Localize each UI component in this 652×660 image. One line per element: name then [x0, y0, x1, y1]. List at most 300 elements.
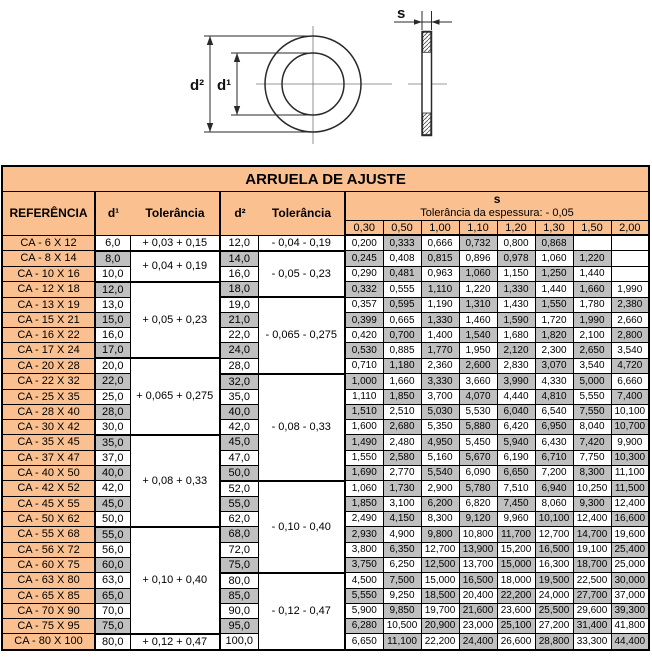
thickness-value-cell: 1,430 [497, 297, 535, 313]
d1-value-cell: 45,0 [95, 496, 130, 511]
table-title: ARRUELA DE AJUSTE [2, 166, 649, 192]
d1-value-cell: 56,0 [95, 542, 130, 557]
d2-value-cell: 42,0 [220, 419, 258, 435]
thickness-col-header: 1,20 [497, 221, 535, 236]
thickness-value-cell: 6,420 [497, 419, 535, 435]
thickness-value-cell: 27,200 [535, 618, 573, 634]
d2-value-cell: 72,0 [220, 542, 258, 557]
reference-cell: CA - 17 X 24 [2, 343, 95, 359]
thickness-value-cell: 24,400 [459, 634, 497, 650]
thickness-value-cell: 4,150 [383, 511, 421, 527]
d2-value-cell: 100,0 [220, 634, 258, 650]
thickness-value-cell: 20,900 [421, 618, 459, 634]
thickness-col-header: 2,00 [611, 221, 649, 236]
thickness-value-cell: 1,820 [535, 328, 573, 343]
thickness-value-cell: 11,100 [383, 634, 421, 650]
d2-tolerance-cell: - 0,08 - 0,33 [258, 374, 345, 481]
thickness-value-cell: 5,000 [573, 374, 611, 390]
thickness-value-cell: 0,710 [345, 358, 383, 374]
thickness-value-cell: 3,660 [459, 374, 497, 390]
d2-tolerance-cell: - 0,10 - 0,40 [258, 481, 345, 573]
thickness-value-cell: 22,500 [573, 573, 611, 589]
thickness-value-cell: 4,900 [383, 527, 421, 543]
thickness-value-cell: 11,500 [611, 481, 649, 497]
d2-value-cell: 16,0 [220, 266, 258, 282]
table-row [2, 374, 649, 390]
thickness-value-cell: 13,700 [459, 557, 497, 573]
thickness-value-cell: 3,750 [345, 557, 383, 573]
d1-value-cell: 15,0 [95, 313, 130, 328]
thickness-value-cell: 25,500 [535, 603, 573, 618]
d1-label: d¹ [217, 77, 232, 94]
thickness-value-cell: 5,880 [459, 419, 497, 435]
thickness-value-cell: 18,000 [497, 573, 535, 589]
d1-value-cell: 6,0 [95, 235, 130, 251]
thickness-value-cell: 7,200 [535, 465, 573, 481]
reference-cell: CA - 22 X 32 [2, 374, 95, 390]
thickness-value-cell: 2,480 [383, 435, 421, 451]
thickness-value-cell: 0,595 [383, 297, 421, 313]
d1-tolerance-cell: + 0,065 + 0,275 [130, 358, 220, 435]
thickness-value-cell: 5,350 [421, 419, 459, 435]
thickness-value-cell: 0,700 [383, 328, 421, 343]
thickness-value-cell [611, 251, 649, 267]
thickness-value-cell: 30,000 [611, 573, 649, 589]
thickness-value-cell: 9,900 [611, 435, 649, 451]
d1-value-cell: 50,0 [95, 511, 130, 527]
column-header-tolerancia-d2: Tolerância [271, 206, 332, 221]
thickness-value-cell: 0,885 [383, 343, 421, 359]
table-row [2, 297, 649, 313]
thickness-col-header: 0,30 [345, 221, 383, 236]
thickness-value-cell: 20,400 [459, 588, 497, 603]
thickness-value-cell: 1,490 [345, 435, 383, 451]
thickness-col-header: 1,30 [535, 221, 573, 236]
thickness-value-cell: 1,720 [535, 313, 573, 328]
reference-cell: CA - 70 X 90 [2, 603, 95, 618]
d2-label: d² [190, 77, 205, 94]
thickness-value-cell: 31,400 [573, 618, 611, 634]
thickness-value-cell: 1,000 [345, 374, 383, 390]
reference-cell: CA - 12 X 18 [2, 282, 95, 298]
thickness-value-cell: 1,950 [459, 343, 497, 359]
d2-value-cell: 19,0 [220, 297, 258, 313]
thickness-value-cell: 6,250 [383, 557, 421, 573]
thickness-value-cell: 0,420 [345, 328, 383, 343]
d2-value-cell: 55,0 [220, 496, 258, 511]
d2-value-cell: 22,0 [220, 328, 258, 343]
d1-value-cell: 25,0 [95, 389, 130, 404]
thickness-value-cell: 5,160 [421, 450, 459, 465]
thickness-value-cell: 1,150 [497, 266, 535, 282]
d2-value-cell: 85,0 [220, 588, 258, 603]
thickness-value-cell: 15,200 [497, 542, 535, 557]
hatch-bottom [423, 113, 431, 135]
thickness-value-cell: 1,690 [345, 465, 383, 481]
thickness-value-cell: 1,110 [421, 282, 459, 298]
thickness-value-cell: 2,600 [459, 358, 497, 374]
thickness-value-cell: 6,650 [497, 465, 535, 481]
thickness-value-cell: 10,100 [611, 404, 649, 419]
thickness-value-cell: 2,680 [383, 419, 421, 435]
thickness-value-cell: 6,090 [459, 465, 497, 481]
thickness-value-cell: 6,940 [535, 481, 573, 497]
thickness-value-cell: 29,600 [573, 603, 611, 618]
thickness-value-cell: 1,600 [345, 419, 383, 435]
thickness-value-cell: 1,330 [421, 313, 459, 328]
thickness-value-cell: 18,700 [573, 557, 611, 573]
thickness-value-cell: 21,600 [459, 603, 497, 618]
reference-cell: CA - 15 X 21 [2, 313, 95, 328]
thickness-value-cell: 1,400 [421, 328, 459, 343]
thickness-value-cell: 1,440 [573, 266, 611, 282]
thickness-value-cell: 10,700 [611, 419, 649, 435]
thickness-value-cell: 1,060 [535, 251, 573, 267]
column-header-referencia: REFERÊNCIA [2, 192, 95, 236]
arruela-de-ajuste-table [1, 165, 650, 651]
d1-tolerance-cell: + 0,08 + 0,33 [130, 435, 220, 527]
thickness-value-cell: 0,530 [345, 343, 383, 359]
d1-value-cell: 17,0 [95, 343, 130, 359]
thickness-value-cell: 3,330 [421, 374, 459, 390]
reference-cell: CA - 13 X 19 [2, 297, 95, 313]
d1-value-cell: 12,0 [95, 282, 130, 298]
reference-cell: CA - 80 X 100 [2, 634, 95, 650]
thickness-value-cell: 6,190 [497, 450, 535, 465]
d1-value-cell: 60,0 [95, 557, 130, 573]
thickness-value-cell: 6,660 [611, 374, 649, 390]
thickness-value-cell: 2,360 [421, 358, 459, 374]
d1-value-cell: 8,0 [95, 251, 130, 267]
table-row [2, 235, 649, 251]
thickness-value-cell: 25,400 [611, 542, 649, 557]
d1-value-cell: 65,0 [95, 588, 130, 603]
thickness-value-cell: 0,481 [383, 266, 421, 282]
reference-cell: CA - 42 X 52 [2, 481, 95, 497]
thickness-value-cell [573, 235, 611, 251]
thickness-value-cell: 39,300 [611, 603, 649, 618]
thickness-value-cell: 10,100 [535, 511, 573, 527]
thickness-value-cell: 0,290 [345, 266, 383, 282]
thickness-value-cell: 4,330 [535, 374, 573, 390]
reference-cell: CA - 20 X 28 [2, 358, 95, 374]
thickness-value-cell: 0,815 [421, 251, 459, 267]
thickness-value-cell: 0,665 [383, 313, 421, 328]
thickness-value-cell: 28,800 [535, 634, 573, 650]
thickness-value-cell: 27,700 [573, 588, 611, 603]
thickness-value-cell: 3,540 [611, 343, 649, 359]
thickness-value-cell: 7,450 [497, 496, 535, 511]
thickness-value-cell: 4,070 [459, 389, 497, 404]
d2-value-cell: 45,0 [220, 435, 258, 451]
thickness-value-cell: 6,650 [345, 634, 383, 650]
s-header-letter: s [493, 192, 501, 206]
table-row [2, 573, 649, 589]
thickness-value-cell: 1,780 [573, 297, 611, 313]
thickness-value-cell: 6,540 [535, 404, 573, 419]
thickness-value-cell: 1,220 [459, 282, 497, 298]
thickness-value-cell: 16,500 [459, 573, 497, 589]
thickness-value-cell: 1,180 [383, 358, 421, 374]
d1-value-cell: 22,0 [95, 374, 130, 390]
thickness-value-cell: 14,700 [573, 527, 611, 543]
thickness-value-cell: 0,978 [497, 251, 535, 267]
thickness-value-cell: 5,550 [345, 588, 383, 603]
thickness-value-cell: 6,820 [459, 496, 497, 511]
d1-value-cell: 30,0 [95, 419, 130, 435]
d1-arrow-top [234, 53, 240, 62]
thickness-value-cell: 44,400 [611, 634, 649, 650]
column-header-d1-tolerancia [95, 192, 220, 236]
thickness-value-cell: 10,300 [611, 450, 649, 465]
thickness-value-cell: 18,500 [421, 588, 459, 603]
thickness-value-cell: 6,430 [535, 435, 573, 451]
column-header-tolerancia-d1: Tolerância [145, 206, 205, 221]
thickness-value-cell: 5,530 [459, 404, 497, 419]
thickness-value-cell: 1,850 [383, 389, 421, 404]
thickness-value-cell: 0,963 [421, 266, 459, 282]
thickness-value-cell: 11,100 [611, 465, 649, 481]
column-header-d2-tolerancia [220, 192, 345, 236]
thickness-value-cell: 6,200 [421, 496, 459, 511]
thickness-value-cell: 2,800 [611, 328, 649, 343]
thickness-value-cell: 12,400 [573, 511, 611, 527]
column-header-d1: d¹ [107, 206, 120, 221]
d1-value-cell: 75,0 [95, 618, 130, 634]
thickness-value-cell: 0,666 [421, 235, 459, 251]
thickness-value-cell: 0,333 [383, 235, 421, 251]
thickness-value-cell: 1,550 [345, 450, 383, 465]
d2-value-cell: 12,0 [220, 235, 258, 251]
thickness-value-cell: 6,040 [497, 404, 535, 419]
d1-value-cell: 20,0 [95, 358, 130, 374]
d1-tolerance-cell: + 0,10 + 0,40 [130, 527, 220, 634]
reference-cell: CA - 55 X 68 [2, 527, 95, 543]
thickness-value-cell: 2,380 [611, 297, 649, 313]
d2-tolerance-cell: - 0,065 - 0,275 [258, 297, 345, 374]
reference-cell: CA - 10 X 16 [2, 266, 95, 282]
thickness-value-cell: 19,700 [421, 603, 459, 618]
d1-value-cell: 37,0 [95, 450, 130, 465]
thickness-value-cell: 3,990 [497, 374, 535, 390]
d2-value-cell: 62,0 [220, 511, 258, 527]
thickness-value-cell: 25,000 [611, 557, 649, 573]
thickness-value-cell: 3,100 [383, 496, 421, 511]
s-label: s [397, 5, 406, 22]
d1-value-cell: 63,0 [95, 573, 130, 589]
d2-value-cell: 40,0 [220, 404, 258, 419]
reference-cell: CA - 60 X 75 [2, 557, 95, 573]
thickness-value-cell: 7,750 [573, 450, 611, 465]
d1-value-cell: 35,0 [95, 435, 130, 451]
thickness-value-cell [611, 235, 649, 251]
reference-cell: CA - 35 X 45 [2, 435, 95, 451]
thickness-value-cell [611, 266, 649, 282]
d2-value-cell: 50,0 [220, 465, 258, 481]
thickness-value-cell: 22,200 [497, 588, 535, 603]
thickness-value-cell: 4,500 [345, 573, 383, 589]
thickness-value-cell: 37,000 [611, 588, 649, 603]
thickness-value-cell: 8,300 [573, 465, 611, 481]
thickness-value-cell: 2,900 [421, 481, 459, 497]
thickness-value-cell: 0,732 [459, 235, 497, 251]
d1-value-cell: 10,0 [95, 266, 130, 282]
reference-cell: CA - 45 X 55 [2, 496, 95, 511]
column-header-d2: d² [234, 206, 246, 221]
d2-value-cell: 18,0 [220, 282, 258, 298]
thickness-value-cell: 16,600 [611, 511, 649, 527]
thickness-value-cell: 1,330 [497, 282, 535, 298]
washer-drawing [0, 0, 652, 165]
reference-cell: CA - 6 X 12 [2, 235, 95, 251]
thickness-value-cell: 7,550 [573, 404, 611, 419]
thickness-value-cell: 0,357 [345, 297, 383, 313]
thickness-value-cell: 2,830 [497, 358, 535, 374]
reference-cell: CA - 65 X 85 [2, 588, 95, 603]
thickness-value-cell: 1,850 [345, 496, 383, 511]
d1-arrow-bottom [234, 106, 240, 115]
d1-value-cell: 70,0 [95, 603, 130, 618]
thickness-value-cell: 19,500 [535, 573, 573, 589]
thickness-value-cell: 9,300 [573, 496, 611, 511]
thickness-value-cell: 15,000 [497, 557, 535, 573]
thickness-value-cell: 33,300 [573, 634, 611, 650]
thickness-value-cell: 1,510 [345, 404, 383, 419]
thickness-value-cell: 6,710 [535, 450, 573, 465]
d2-tolerance-cell: - 0,12 - 0,47 [258, 573, 345, 650]
thickness-value-cell: 1,190 [421, 297, 459, 313]
d2-tolerance-cell: - 0,04 - 0,19 [258, 235, 345, 251]
thickness-value-cell: 0,408 [383, 251, 421, 267]
thickness-value-cell: 1,220 [573, 251, 611, 267]
thickness-value-cell: 4,810 [535, 389, 573, 404]
thickness-value-cell: 2,510 [383, 404, 421, 419]
thickness-value-cell: 1,060 [345, 481, 383, 497]
d1-value-cell: 16,0 [95, 328, 130, 343]
thickness-value-cell: 5,540 [421, 465, 459, 481]
thickness-value-cell: 24,000 [535, 588, 573, 603]
d2-value-cell: 95,0 [220, 618, 258, 634]
thickness-value-cell: 10,500 [383, 618, 421, 634]
thickness-value-cell: 5,780 [459, 481, 497, 497]
reference-cell: CA - 8 X 14 [2, 251, 95, 267]
thickness-value-cell: 8,300 [421, 511, 459, 527]
thickness-value-cell: 0,399 [345, 313, 383, 328]
d2-value-cell: 80,0 [220, 573, 258, 589]
column-header-s [345, 192, 649, 221]
thickness-value-cell: 10,800 [459, 527, 497, 543]
thickness-value-cell: 2,930 [345, 527, 383, 543]
thickness-value-cell: 0,200 [345, 235, 383, 251]
thickness-value-cell: 6,950 [535, 419, 573, 435]
thickness-value-cell: 16,500 [535, 542, 573, 557]
thickness-value-cell: 0,555 [383, 282, 421, 298]
thickness-value-cell: 2,660 [611, 313, 649, 328]
d2-value-cell: 28,0 [220, 358, 258, 374]
thickness-value-cell: 2,770 [383, 465, 421, 481]
thickness-value-cell: 9,120 [459, 511, 497, 527]
d2-value-cell: 47,0 [220, 450, 258, 465]
thickness-value-cell: 4,720 [611, 358, 649, 374]
thickness-value-cell: 12,700 [421, 542, 459, 557]
thickness-value-cell: 22,200 [421, 634, 459, 650]
d2-value-cell: 21,0 [220, 313, 258, 328]
thickness-value-cell: 0,896 [459, 251, 497, 267]
thickness-value-cell: 1,310 [459, 297, 497, 313]
thickness-value-cell: 5,900 [345, 603, 383, 618]
thickness-value-cell: 41,800 [611, 618, 649, 634]
thickness-value-cell: 12,700 [535, 527, 573, 543]
thickness-value-cell: 8,040 [573, 419, 611, 435]
d2-value-cell: 52,0 [220, 481, 258, 497]
d2-value-cell: 35,0 [220, 389, 258, 404]
reference-cell: CA - 40 X 50 [2, 465, 95, 481]
reference-cell: CA - 56 X 72 [2, 542, 95, 557]
thickness-value-cell: 23,000 [459, 618, 497, 634]
thickness-value-cell: 26,600 [497, 634, 535, 650]
reference-cell: CA - 37 X 47 [2, 450, 95, 465]
d1-value-cell: 55,0 [95, 527, 130, 543]
thickness-value-cell: 5,450 [459, 435, 497, 451]
thickness-value-cell: 1,060 [459, 266, 497, 282]
thickness-value-cell: 10,250 [573, 481, 611, 497]
reference-cell: CA - 30 X 42 [2, 419, 95, 435]
d1-value-cell: 42,0 [95, 481, 130, 497]
thickness-value-cell: 3,800 [345, 542, 383, 557]
thickness-value-cell: 1,990 [611, 282, 649, 298]
d2-value-cell: 14,0 [220, 251, 258, 267]
reference-cell: CA - 75 X 95 [2, 618, 95, 634]
thickness-value-cell: 5,030 [421, 404, 459, 419]
thickness-value-cell: 4,440 [497, 389, 535, 404]
thickness-value-cell: 5,670 [459, 450, 497, 465]
thickness-value-cell: 5,550 [573, 389, 611, 404]
thickness-value-cell: 3,700 [421, 389, 459, 404]
thickness-value-cell: 1,540 [459, 328, 497, 343]
d2-arrow-bottom [207, 123, 213, 132]
thickness-value-cell: 9,850 [383, 603, 421, 618]
thickness-value-cell: 9,960 [497, 511, 535, 527]
reference-cell: CA - 63 X 80 [2, 573, 95, 589]
thickness-value-cell: 0,800 [497, 235, 535, 251]
d1-tolerance-cell: + 0,03 + 0,15 [130, 235, 220, 251]
thickness-value-cell: 8,060 [535, 496, 573, 511]
reference-cell: CA - 25 X 35 [2, 389, 95, 404]
thickness-value-cell: 9,800 [421, 527, 459, 543]
d1-tolerance-cell: + 0,05 + 0,23 [130, 282, 220, 359]
thickness-value-cell: 3,540 [573, 358, 611, 374]
s-arrow-left [414, 19, 422, 25]
thickness-value-cell: 25,100 [497, 618, 535, 634]
thickness-value-cell: 19,600 [611, 527, 649, 543]
s-arrow-right [432, 19, 440, 25]
table-row [2, 481, 649, 497]
s-header-tolerance-note: Tolerância da espessura: - 0,05 [420, 207, 574, 219]
thickness-value-cell: 0,868 [535, 235, 573, 251]
thickness-value-cell: 7,500 [383, 573, 421, 589]
thickness-value-cell: 12,500 [421, 557, 459, 573]
d1-tolerance-cell: + 0,12 + 0,47 [130, 634, 220, 650]
d2-tolerance-cell: - 0,05 - 0,23 [258, 251, 345, 298]
thickness-value-cell: 1,250 [535, 266, 573, 282]
thickness-value-cell: 2,100 [573, 328, 611, 343]
hatch-top [423, 32, 431, 52]
thickness-value-cell: 1,770 [421, 343, 459, 359]
thickness-value-cell: 0,245 [345, 251, 383, 267]
thickness-value-cell: 2,650 [573, 343, 611, 359]
thickness-value-cell: 2,120 [497, 343, 535, 359]
reference-cell: CA - 16 X 22 [2, 328, 95, 343]
